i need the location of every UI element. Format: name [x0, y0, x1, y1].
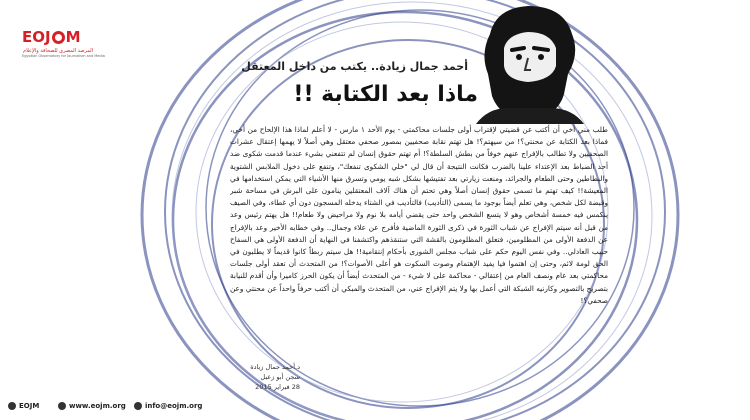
- signoff-location: سجن أبو زعبل: [260, 373, 300, 381]
- signoff-date: 28 فبراير 2015: [255, 383, 300, 391]
- footer-email-link[interactable]: info@eojm.org: [134, 402, 202, 410]
- signoff-author: د.أحمد جمال زيادة: [250, 363, 300, 371]
- article-headline: ماذا بعد الكتابة !!: [293, 82, 478, 107]
- article-paragraph: طلب مني أخي أن أكتب عن قضيتي لإقتراب أولى جلسات محاكمتي - يوم الأحد ١ مارس - لا أعلم لماذا هذا الإلحاح من أخي، فماذا بعد الكتابة عن محنتي؟! من سيهتم؟! هل تهتم نقابة صحفيين بمصور صحفي معتقل وهي أصلاً لا يهمها إعتقال عشرات الصحفيين ولا تطالب بالإفراج عنهم خوفاً من بطش السلطة؟! أم تهتم حقوق إنسان لم تتفعني بشيء عندما قدمت شكوى ضد أحد الضباط بعد الإعتداء علينا بالضرب فكانت النتيجة أن قال لي "خلي الشكوى تنفعك"، وتنفع على دخول الملابس الشتوية والبطاطين وحتى الطعام والجرائد، ومنعت زيارتي بعد تفتيشها بشكل شبه يومي وتسرق منها الأشياء التي يمكن استخدامها في المعيشة!! كيف تهتم ما تسمى حقوق إنسان أصلاً وهي تحتم أن هناك آلاف المعتقلين ينامون على البرش في مساحة شبر وقبضة لكل شخص، وهي تعلم أيضاً بوجود ما يسمى (التأديب) فالتأديب في الشتاء يدخله المسجون دون أي غطاء، وفي الصيف ينكمس فيه خمسة أشخاص وهو لا يتسع الشخص واحد حتى يقضي أيامه بلا نوم ولا مراحيض ولا طعام!! هل يهتم رئيس وعد من قبل أنه سيتم الإفراج عن شباب الثورة في ذكرى الثورة الماضية فأفرج عن علاء وجمال.. وفي خطابه الأخير وعد بالإفراج عن الدفعة الأولى من المظلومين، فتعلق المظلومون بالقشة التي ستنقذهم واكتشفنا في النهاية أن الدفعة الأولى هي السفاح حبيب العادلي.. وفي نفس اليوم حكم على شباب مجلس الشورى بأحكام إنتقامية!! هل سيتم ربطاً كانوا قديماً لا يطلبون في الحق لومة لائم، وحتى إن اهتموا فيا يفيد الإهتمام وصوت السكوت هو أعلى الأصوات؟! من المتحدث أن تعقد أولى جلسات محاكمتي بعد عام ونصف العام من إعتقالي - محاكمة على لا شيء - من المتحدث أيضاً أن يكون الحرز كاميرا وأن أقدم للنيابة بتصريح بالتصوير وكارنيه الشبكة التي أعمل بها ولا يتم الإفراج عني، من المتحدث والمبكي أن أكتب حرفاً واحداً عن محنتي وعن صحفي؟!: [230, 125, 608, 305]
- article-kicker: أحمد جمال زيادة.. يكتب من داخل المعتقل: [241, 60, 468, 73]
- email-icon: [134, 402, 142, 410]
- footer-bar: [0, 398, 750, 420]
- footer-brand[interactable]: EOJM: [8, 402, 39, 410]
- logo-wordmark: EOJ M: [22, 28, 81, 46]
- logo-circle-icon: [52, 31, 65, 44]
- article-signoff: [240, 362, 300, 392]
- logo-tagline-en: Egyptian Observatory for Journalism and Media: [22, 54, 105, 58]
- logo-tagline-ar: المرصد المصري للصحافة والإعلام: [22, 48, 94, 54]
- article-body: [230, 124, 608, 386]
- eojm-small-logo-icon: [8, 402, 16, 410]
- footer-website-link[interactable]: www.eojm.org: [58, 402, 126, 410]
- globe-icon: [58, 402, 66, 410]
- eojm-logo[interactable]: [22, 28, 105, 58]
- author-portrait: [468, 4, 590, 124]
